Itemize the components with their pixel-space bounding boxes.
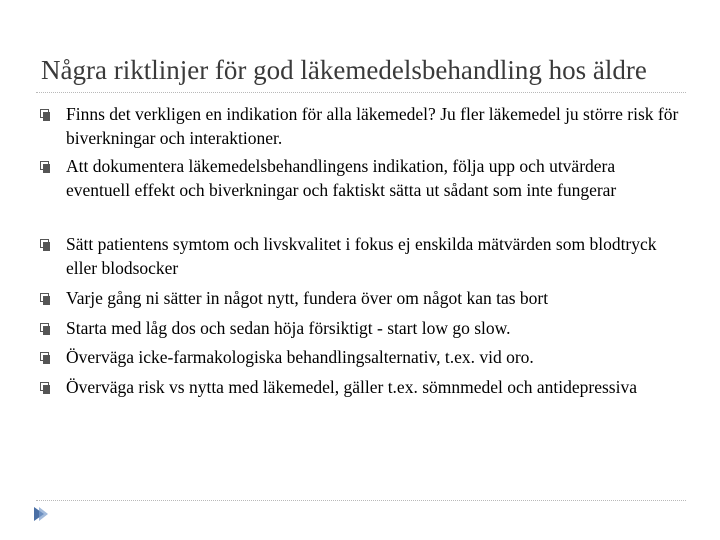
bullet-text: Att dokumentera läkemedelsbehandlingens indikation, följa upp och utvärdera eventuell effekt och biverkningar och faktiskt sätta ut sådant som inte fungerar — [66, 156, 617, 200]
slide-title: Några riktlinjer för god läkemedelsbehandling hos äldre — [41, 55, 647, 85]
bullet-text: Starta med låg dos och sedan höja försiktigt - start low go slow. — [66, 318, 511, 338]
bullet-text: Överväga risk vs nytta med läkemedel, gäller t.ex. sömnmedel och antidepressiva — [66, 377, 637, 397]
square-bullet-icon — [40, 293, 50, 305]
square-bullet-icon — [40, 382, 50, 394]
square-bullet-icon — [40, 323, 50, 335]
square-bullet-icon — [40, 239, 50, 251]
bullet-text: Sätt patientens symtom och livskvalitet i fokus ej enskilda mätvärden som blodtryck eller blodsocker — [66, 234, 657, 278]
square-bullet-icon — [40, 352, 50, 364]
square-bullet-icon — [40, 161, 50, 173]
square-bullet-icon — [40, 109, 50, 121]
bullet-text: Finns det verkligen en indikation för alla läkemedel? Ju fler läkemedel ju större risk för biverkningar och interaktioner. — [66, 104, 679, 148]
bullet-text: Varje gång ni sätter in något nytt, fundera över om något kan tas bort — [66, 288, 549, 308]
footer-divider — [36, 500, 686, 501]
bullet-text: Överväga icke-farmakologiska behandlingsalternativ, t.ex. vid oro. — [66, 347, 534, 367]
nav-arrow-icon[interactable] — [33, 506, 49, 522]
